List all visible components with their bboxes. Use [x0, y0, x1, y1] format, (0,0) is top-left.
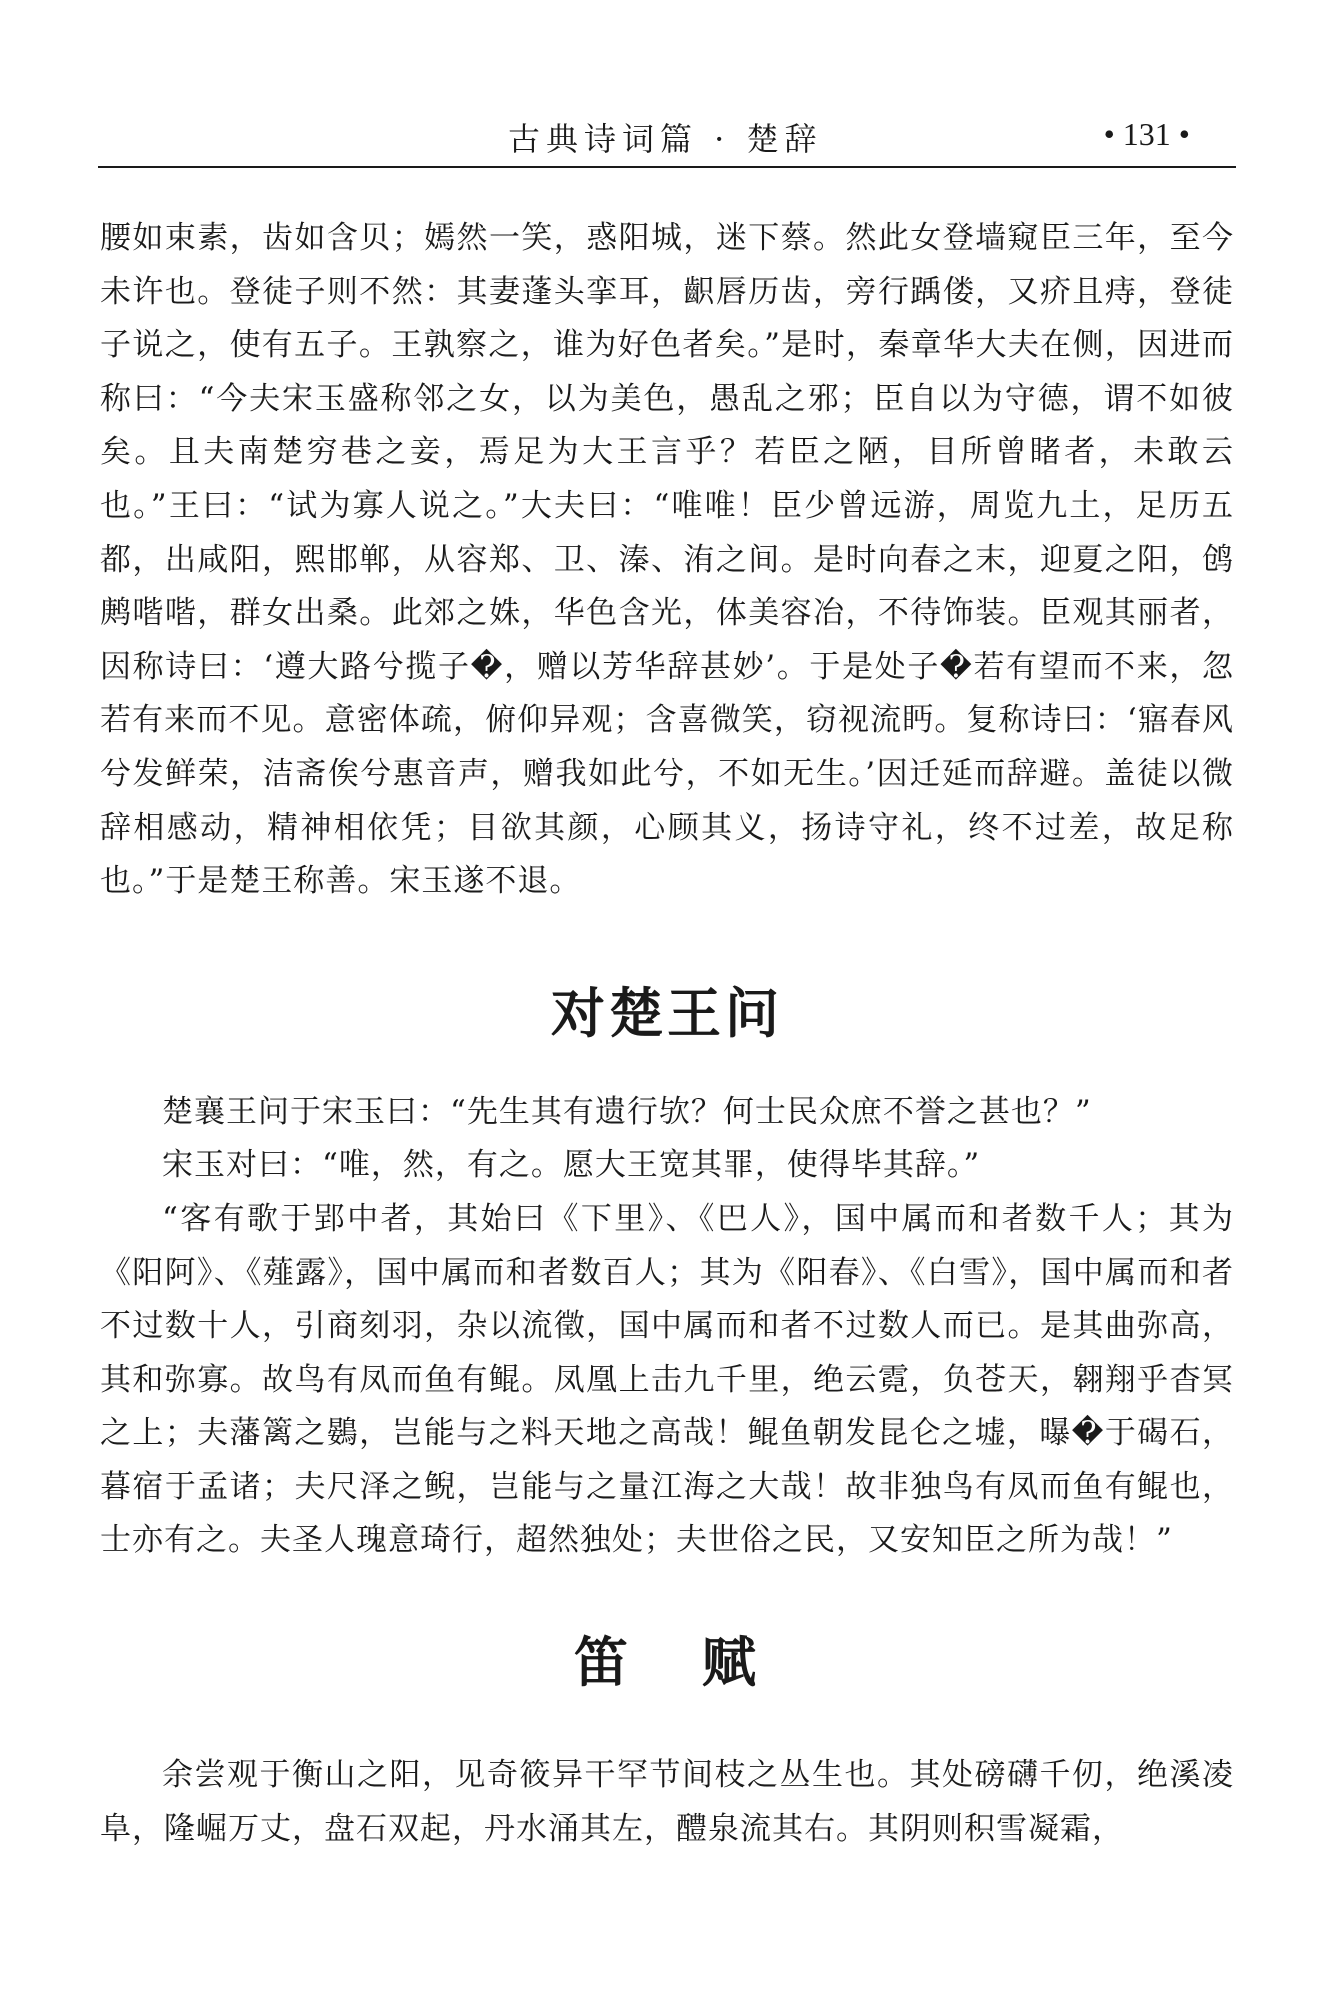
section-title-part: 笛: [574, 1631, 632, 1695]
body-paragraph: “客有歌于郢中者，其始曰《下里》、《巴人》，国中属而和者数千人；其为《阳阿》、《薤露》，国中属而和者数百人；其为《阳春》、《白雪》，国中属而和者不过数十人，引商刻羽，杂以流徵，国中属而和者不过数人而已。是其曲弥高，其和弥寡。故鸟有凤而鱼有鲲。凤凰上击九千里，绝云霓，负苍天，翱翔乎杳冥之上；夫藩篱之鷃，岂能与之料天地之高哉！鲲鱼朝发昆仑之墟，曝�于碣石，暮宿于孟诸；夫尺泽之鲵，岂能与之量江海之大哉！故非独鸟有凤而鱼有鲲也，士亦有之。夫圣人瑰意琦行，超然独处；夫世俗之民，又安知臣之所为哉！”: [100, 1200, 1234, 1559]
body-paragraph: 腰如束素，齿如含贝；嫣然一笑，惑阳城，迷下蔡。然此女登墙窥臣三年，至今未许也。登徒子则不然：其妻蓬头挛耳，齞唇历齿，旁行踽偻，又疥且痔，登徒子说之，使有五子。王孰察之，谁为好色者矣。”是时，秦章华大夫在侧，因进而称曰：“今夫宋玉盛称邻之女，以为美色，愚乱之邪；臣自以为守德，谓不如彼矣。且夫南楚穷巷之妾，焉足为大王言乎？若臣之陋，目所曾睹者，未敢云也。”王曰：“试为寡人说之。”大夫曰：“唯唯！臣少曾远游，周览九土，足历五都，出咸阳，熙邯郸，从容郑、卫、溱、洧之间。是时向春之末，迎夏之阳，鸧鹒喈喈，群女出桑。此郊之姝，华色含光，体美容冶，不待饰装。臣观其丽者，因称诗曰：‘遵大路兮揽子�，赠以芳华辞甚妙’。于是处子�若有望而不来，忽若有来而不见。意密体疏，俯仰异观；含喜微笑，窃视流眄。复称诗曰：‘寤春风兮发鲜荣，洁斋俟兮惠音声，赠我如此兮，不如无生。’因迁延而辞避。盖徒以微辞相感动，精神相依凭；目欲其颜，心顾其义，扬诗守礼，终不过差，故足称也。”于是楚王称善。宋玉遂不退。: [100, 220, 1234, 900]
page-body: [100, 212, 1234, 1856]
body-paragraph: 宋玉对曰：“唯，然，有之。愿大王宽其罪，使得毕其辞。”: [162, 1147, 981, 1184]
section-title-part: 赋: [702, 1631, 760, 1695]
body-paragraph: 楚襄王问于宋玉曰：“先生其有遗行欤？何士民众庶不誉之甚也？”: [162, 1093, 1092, 1130]
page-number: • 131 •: [1103, 116, 1190, 152]
section-title-di-fu: [100, 1620, 1234, 1697]
section-title-dui-chu-wang-wen: 对楚王问: [551, 981, 783, 1045]
running-header: [98, 96, 1236, 168]
running-header-title: 古典诗词篇 · 楚辞: [508, 120, 823, 158]
body-paragraph: 余尝观于衡山之阳，见奇筱异干罕节间枝之丛生也。其处磅礴千仞，绝溪凌阜，隆崛万丈，盘石双起，丹水涌其左，醴泉流其右。其阴则积雪凝霜，: [100, 1757, 1234, 1847]
